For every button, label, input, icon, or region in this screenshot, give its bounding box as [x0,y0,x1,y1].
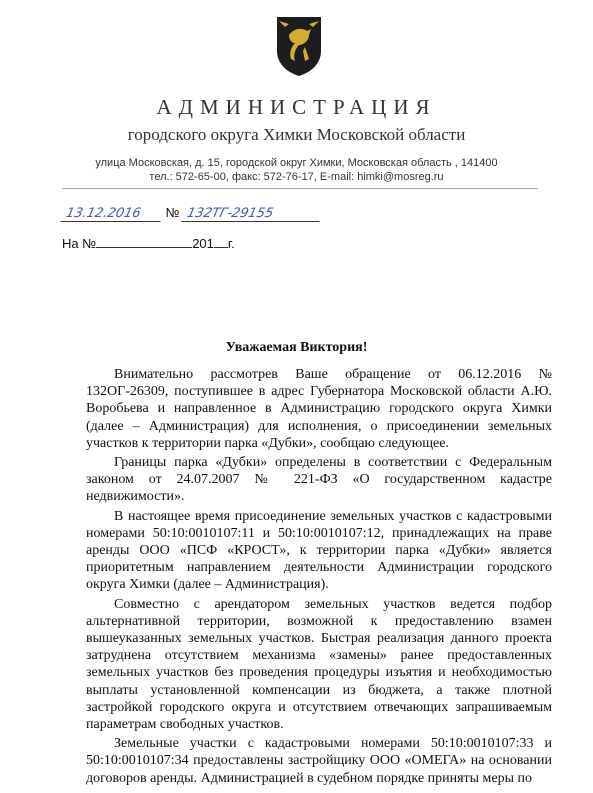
header-divider [62,188,538,189]
paragraph: Границы парка «Дубки» определены в соответствии с Федеральным законом от 24.07.2007 № 221-ФЗ «О государственном кадастре недвижимости». [86,455,552,505]
reply-year-blank [214,235,228,248]
reply-year: 201 [192,236,214,251]
registration-line [62,205,321,222]
administration-subtitle: городского округа Химки Московской области [127,125,466,144]
paragraph: Земельные участки с кадастровыми номерами 50:10:0010107:33 и 50:10:0010107:34 предоставлены застройщику ООО «ОМЕГА» на основании договоров аренды. Администрацией в судебном порядке приняты меры по [86,736,552,786]
address-line: улица Московская, д. 15, городской округ Химки, Московская область , 141400 [95,157,498,169]
paragraph: Внимательно рассмотрев Ваше обращение от 06.12.2016 № 132ОГ-26309, поступившее в адрес Губернатора Московской области А.Ю. Воробьева и направленное в Администрацию городского округа Химки (далее – Администрация) для исполнения, о присоединении земельных участков к территории парка «Дубки», сообщаю следующее. [86,367,552,451]
letter-body [86,366,552,789]
administration-title: АДМИНИСТРАЦИЯ [156,95,437,119]
reply-reference-line [62,235,235,251]
contacts-line: тел.: 572-65-00, факс: 572-76-17, E-mail: himki@mosreg.ru [149,171,444,183]
handwritten-date: 13.12.2016 [60,206,163,222]
reply-number-blank [96,235,192,248]
coat-of-arms-emblem [275,15,323,77]
reply-prefix: На № [62,236,97,251]
paragraph: Совместно с арендатором земельных участков ведется подбор альтернативной территории, возможной к предоставлению взамен вышеуказанных земельных участков. Быстрая реализация данного проекта затруднена отсутствием механизма «замены» ранее предоставленных земельных участков без проведения процедуры изъятия и необходимостью выплаты установленной компенсации из бюджета, а также плотной застройкой городского округа и отсутствием отвечающих запрашиваемым параметрам свободных участков. [86,596,552,733]
reply-suffix: г. [227,236,235,251]
paragraph: В настоящее время присоединение земельных участков с кадастровыми номерами 50:10:0010107:11 и 50:10:0010107:12, принадлежащих на праве аренды ООО «ПСФ «КРОСТ», к территории парка «Дубки» является приоритетным направлением деятельности Администрации городского округа Химки (далее – Администрация). [86,508,552,593]
greeting: Уважаемая Виктория! [225,340,368,355]
handwritten-number: 132ТГ-29155 [182,206,323,222]
number-label: № [165,205,180,220]
